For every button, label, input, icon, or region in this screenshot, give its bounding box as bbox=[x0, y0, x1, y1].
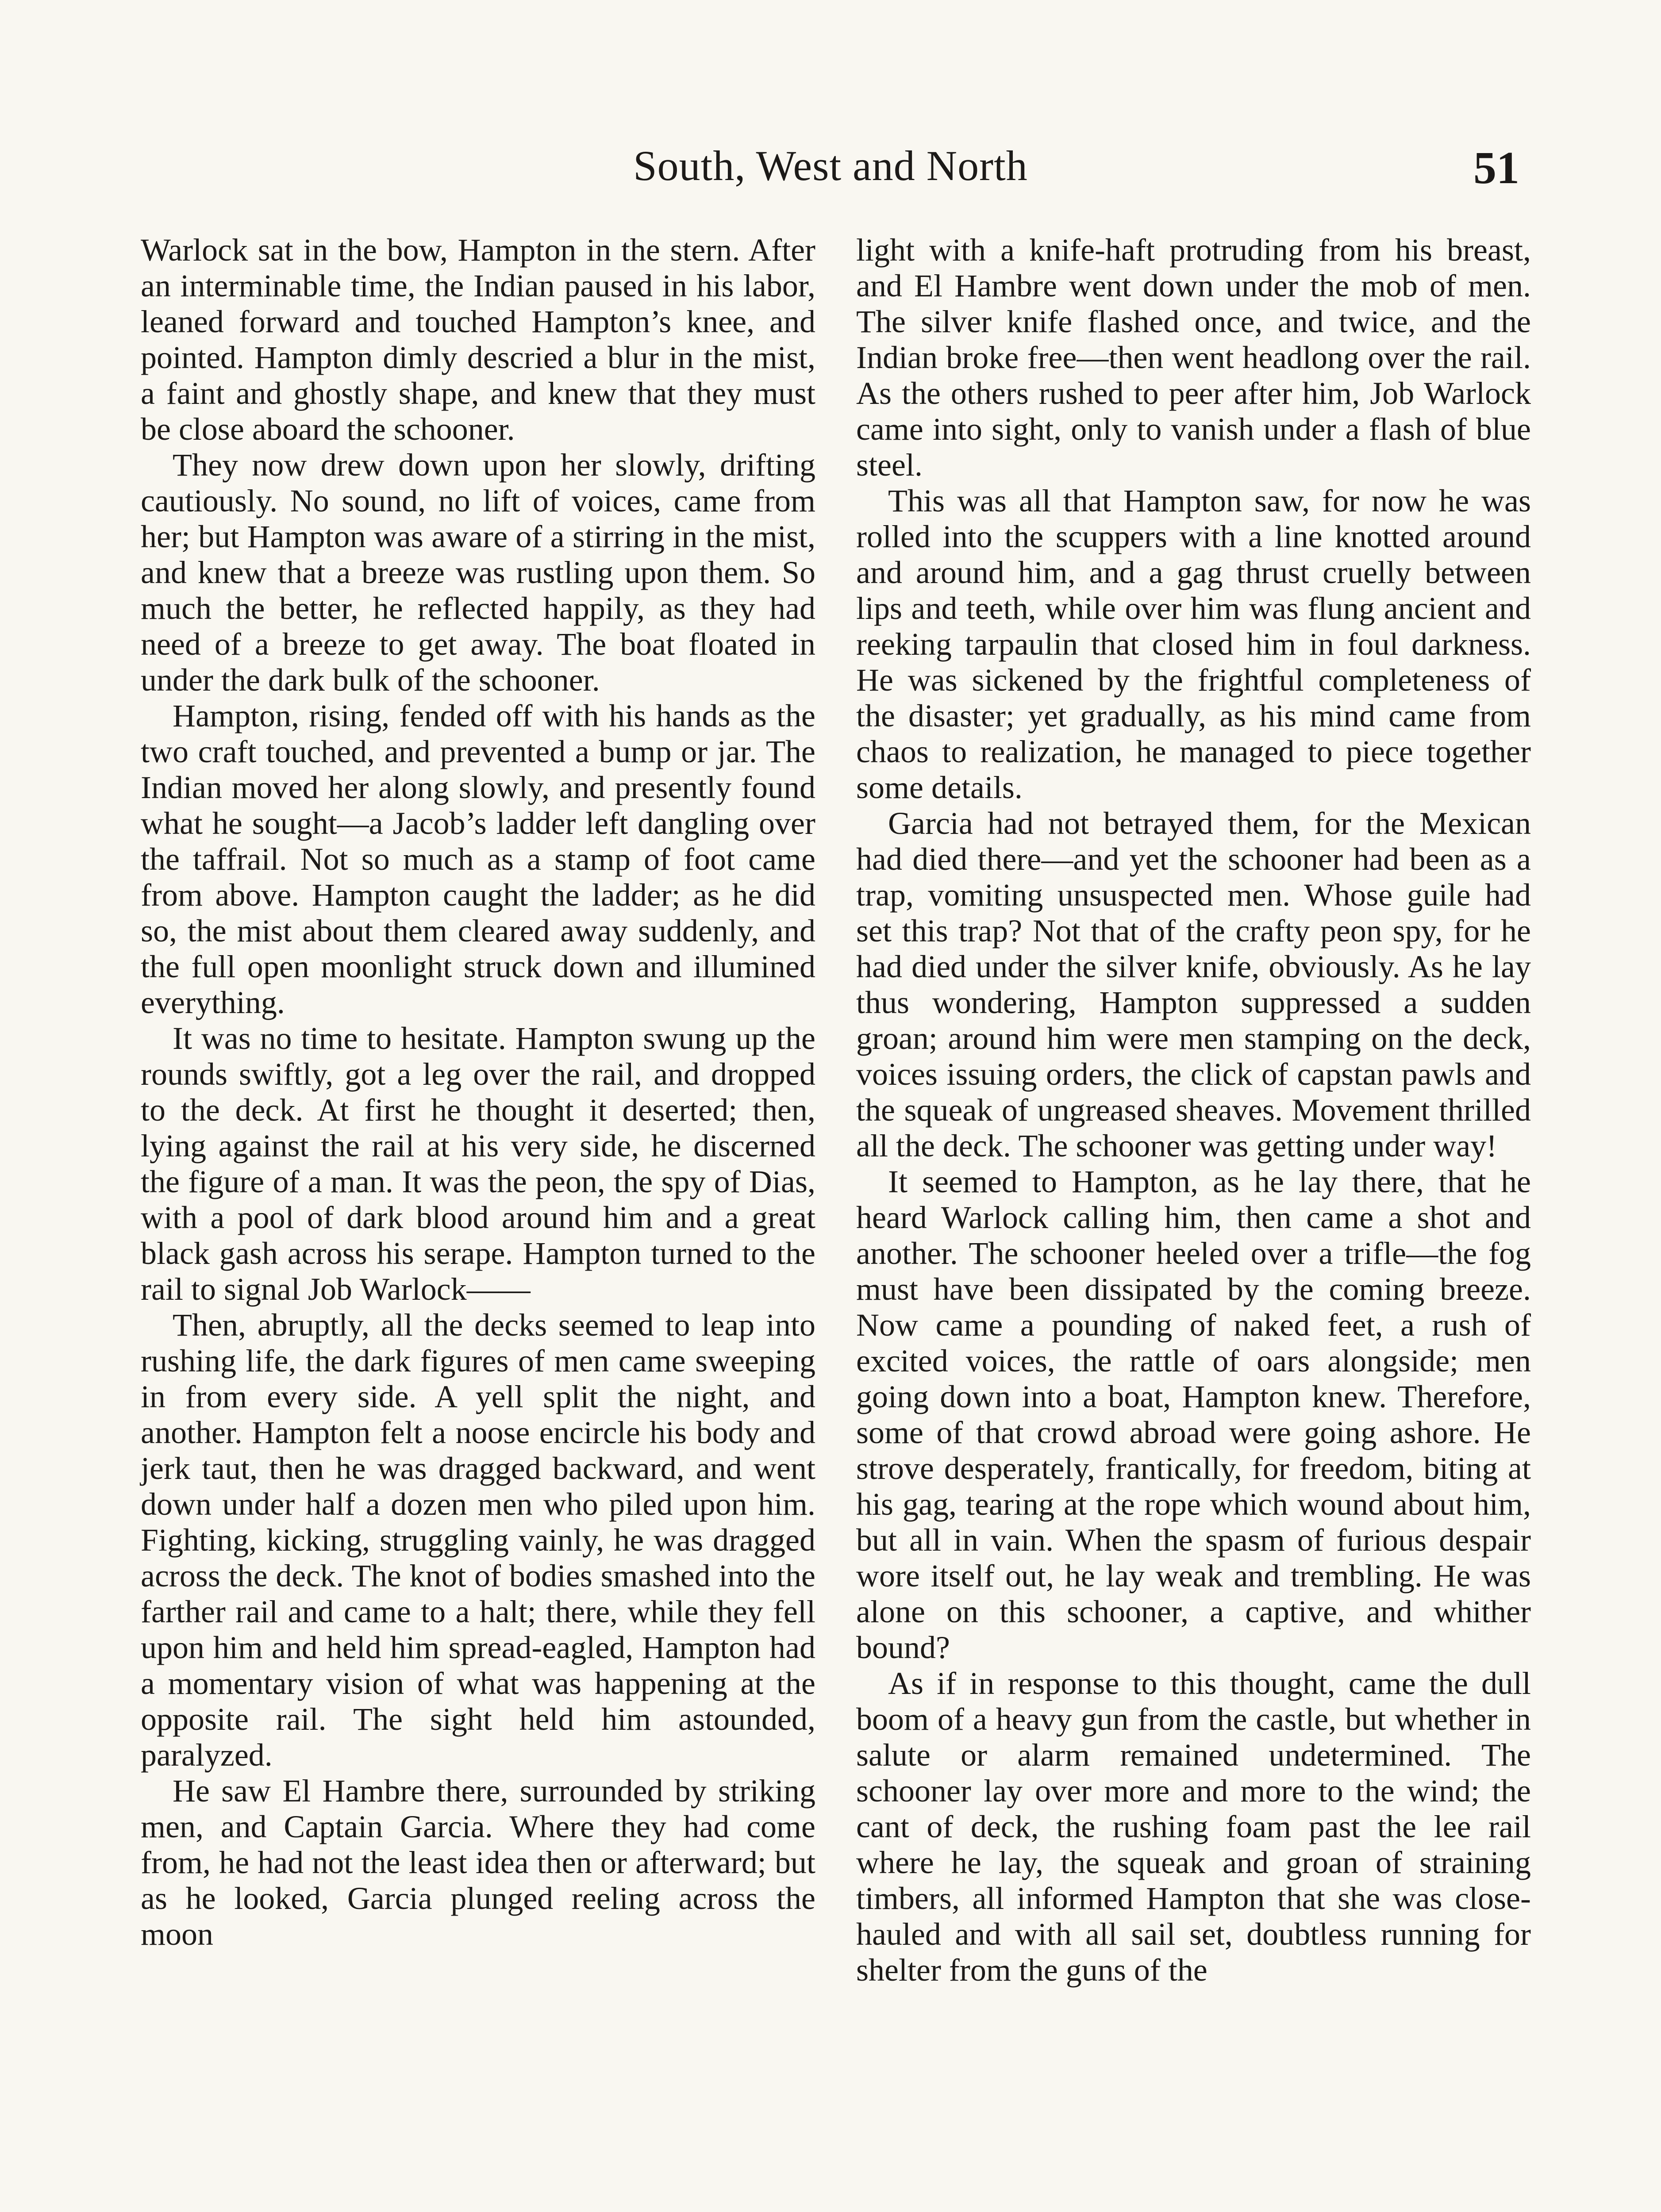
paragraph: This was all that Hampton saw, for now he was rolled into the scuppers with a line knotted around and around him, and a gag thrust cruelly between lips and teeth, while over him was flung ancient and reeking tarpaulin that closed him in foul darkness. He was sickened by the frightful completeness of the disaster; yet gradually, as his mind came from chaos to realization, he managed to piece together some details. bbox=[856, 483, 1531, 805]
running-head: South, West and North bbox=[633, 142, 1028, 189]
paragraph: It was no time to hesitate. Hampton swung up the rounds swiftly, got a leg over the rail, and dropped to the deck. At first he thought it deserted; then, lying against the rail at his very side, he discerned the figure of a man. It was the peon, the spy of Dias, with a pool of dark blood around him and a great black gash across his serape. Hampton turned to the rail to signal Job Warlock—— bbox=[141, 1021, 815, 1307]
paragraph: They now drew down upon her slowly, drifting cautiously. No sound, no lift of voices, came from her; but Hampton was aware of a stirring in the mist, and knew that a breeze was rustling upon them. So much the better, he reflected happily, as they had need of a breeze to get away. The boat floated in under the dark bulk of the schooner. bbox=[141, 447, 815, 698]
paragraph: Warlock sat in the bow, Hampton in the stern. After an interminable time, the Indian paused in his labor, leaned forward and touched Hampton’s knee, and pointed. Hampton dimly descried a blur in the mist, a faint and ghostly shape, and knew that they must be close aboard the schooner. bbox=[141, 232, 815, 447]
paragraph: light with a knife-haft protruding from his breast, and El Hambre went down under the mob of men. The silver knife flashed once, and twice, and the Indian broke free—then went headlong over the rail. As the others rushed to peer after him, Job Warlock came into sight, only to vanish under a flash of blue steel. bbox=[856, 232, 1531, 483]
paragraph: Garcia had not betrayed them, for the Mexican had died there—and yet the schooner had been as a trap, vomiting unsuspected men. Whose guile had set this trap? Not that of the crafty peon spy, for he had died under the silver knife, obviously. As he lay thus wondering, Hampton suppressed a sudden groan; around him were men stamping on the deck, voices issuing orders, the click of capstan pawls and the squeak of ungreased sheaves. Movement thrilled all the deck. The schooner was getting under way! bbox=[856, 806, 1531, 1164]
paragraph: Then, abruptly, all the decks seemed to leap into rushing life, the dark figures of men came sweeping in from every side. A yell split the night, and another. Hampton felt a noose encircle his body and jerk taut, then he was dragged backward, and went down under half a dozen men who piled upon him. Fighting, kicking, struggling vainly, he was dragged across the deck. The knot of bodies smashed into the farther rail and came to a halt; there, while they fell upon him and held him spread-eagled, Hampton had a momentary vision of what was happening at the opposite rail. The sight held him astounded, paralyzed. bbox=[141, 1307, 815, 1773]
paragraph: He saw El Hambre there, surrounded by striking men, and Captain Garcia. Where they had come from, he had not the least idea then or afterward; but as he looked, Garcia plunged reeling across the moon bbox=[141, 1773, 815, 1952]
paragraph: Hampton, rising, fended off with his hands as the two craft touched, and prevented a bump or jar. The Indian moved her along slowly, and presently found what he sought—a Jacob’s ladder left dangling over the taffrail. Not so much as a stamp of foot came from above. Hampton caught the ladder; as he did so, the mist about them cleared away suddenly, and the full open moonlight struck down and illumined everything. bbox=[141, 698, 815, 1020]
page-number: 51 bbox=[1473, 142, 1519, 193]
page-header bbox=[0, 137, 1661, 204]
right-column bbox=[856, 232, 1531, 1988]
left-column bbox=[141, 232, 815, 1952]
paragraph: As if in response to this thought, came the dull boom of a heavy gun from the castle, but whether in salute or alarm remained undetermined. The schooner lay over more and more to the wind; the cant of deck, the rushing foam past the lee rail where he lay, the squeak and groan of straining timbers, all informed Hampton that she was closehauled and with all sail set, doubtless running for shelter from the guns of the bbox=[856, 1666, 1531, 1988]
paragraph: It seemed to Hampton, as he lay there, that he heard Warlock calling him, then came a shot and another. The schooner heeled over a trifle—the fog must have been dissipated by the coming breeze. Now came a pounding of naked feet, a rush of excited voices, the rattle of oars alongside; men going down into a boat, Hampton knew. Therefore, some of that crowd abroad were going ashore. He strove desperately, frantically, for freedom, biting at his gag, tearing at the rope which wound about him, but all in vain. When the spasm of furious despair wore itself out, he lay weak and trembling. He was alone on this schooner, a captive, and whither bound? bbox=[856, 1164, 1531, 1665]
